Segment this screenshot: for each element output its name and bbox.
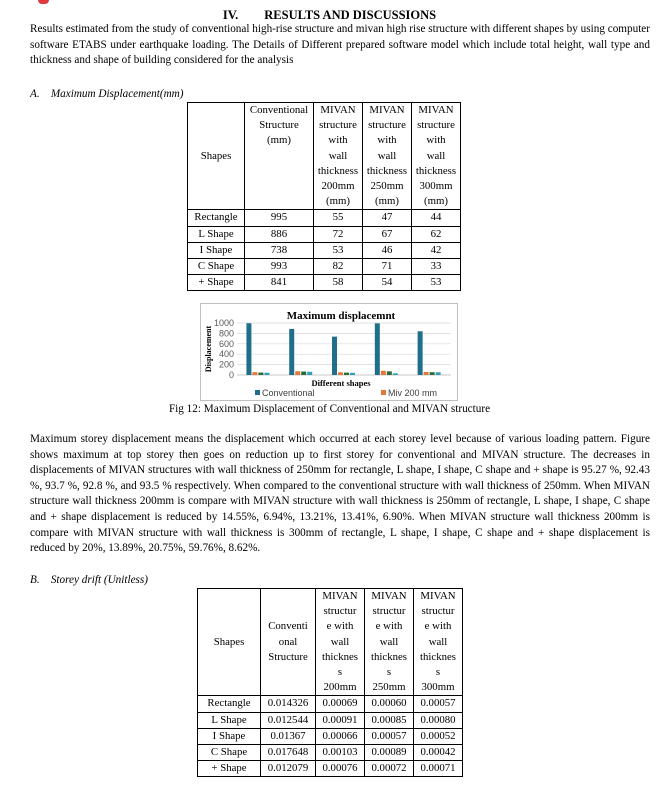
header-text-line: 250mm: [370, 180, 404, 193]
chart-y-tick-label: 200: [218, 359, 234, 370]
chart-svg: [201, 304, 457, 400]
row-value-cell: 46: [363, 242, 412, 258]
header-text-line: 200mm: [323, 681, 357, 694]
section-heading: [0, 0, 659, 22]
table-header-row: [198, 589, 463, 696]
subsection-b-title: Storey drift (Unitless): [50, 574, 148, 586]
header-text-line: wall: [328, 149, 348, 162]
header-text-line: MIVAN: [418, 104, 454, 116]
header-text-line: (mm): [326, 195, 350, 208]
header-text-line: 300mm: [419, 180, 453, 193]
header-text-line: structur: [372, 605, 406, 618]
row-value-cell: 0.00072: [365, 761, 414, 777]
chart-bar: [436, 372, 441, 375]
chart-title: Maximum displacemnt: [286, 310, 396, 322]
header-mivan-300: [412, 103, 461, 210]
chart-bar: [344, 373, 349, 375]
chart-bar: [252, 372, 257, 375]
header-text-line: thickness: [366, 164, 408, 177]
header-text-line: s: [386, 666, 392, 679]
table-row: [198, 761, 463, 777]
chart-y-tick-label: 600: [218, 338, 234, 349]
header-conventional: [245, 103, 314, 210]
header-text-line: structur: [323, 605, 357, 618]
row-value-cell: 0.00060: [365, 696, 414, 712]
chart-bar: [387, 371, 392, 375]
header-text-line: s: [435, 666, 441, 679]
subsection-a-title: Maximum Displacement(mm): [50, 88, 184, 100]
header-text-line: thicknes: [420, 650, 456, 663]
chart-legend-swatch: [255, 390, 260, 395]
section-title: RESULTS AND DISCUSSIONS: [264, 8, 437, 22]
row-value-cell: 44: [412, 210, 461, 226]
row-value-cell: 42: [412, 242, 461, 258]
subsection-b-heading: [30, 574, 148, 586]
table-row: [188, 259, 461, 275]
subsection-b-label: B.: [30, 574, 40, 586]
chart-legend-swatch: [381, 390, 386, 395]
table-row: [188, 275, 461, 291]
header-text-line: e with: [375, 620, 403, 633]
row-value-cell: 995: [245, 210, 314, 226]
row-value-cell: 0.00069: [316, 696, 365, 712]
row-value-cell: 0.012079: [261, 761, 316, 777]
chart-bar: [307, 372, 312, 375]
header-text-line: structure: [319, 119, 357, 132]
header-text-line: with: [328, 134, 348, 147]
row-shape-cell: C Shape: [198, 745, 261, 761]
table-row: [188, 210, 461, 226]
subsection-a-heading: [30, 88, 184, 100]
header-text-line: wall: [379, 635, 399, 648]
row-value-cell: 993: [245, 259, 314, 275]
header-text-line: wall: [330, 635, 350, 648]
header-text-line: (mm): [375, 195, 399, 208]
header-text-line: thicknes: [371, 650, 407, 663]
max-displacement-table: [187, 102, 461, 291]
chart-legend-label: Miv 200 mm: [388, 388, 438, 398]
chart-bar: [301, 372, 306, 375]
row-value-cell: 0.00052: [414, 728, 463, 744]
chart-bar: [424, 372, 429, 375]
row-value-cell: 0.012544: [261, 712, 316, 728]
row-value-cell: 53: [314, 242, 363, 258]
header-shapes: Shapes: [188, 103, 245, 210]
row-shape-cell: Rectangle: [188, 210, 245, 226]
table-header-row: [188, 103, 461, 210]
header-text-line: thickness: [317, 164, 359, 177]
row-shape-cell: + Shape: [188, 275, 245, 291]
table-row: [198, 745, 463, 761]
row-value-cell: 0.00091: [316, 712, 365, 728]
header-text-line: wall: [426, 149, 446, 162]
row-shape-cell: L Shape: [188, 226, 245, 242]
header-text-line: Conventi: [268, 620, 308, 633]
header-text-line: 200mm: [321, 180, 355, 193]
chart-legend-label: Conventional: [262, 388, 315, 398]
subsection-a-label: A.: [30, 88, 40, 100]
chart-bar: [289, 329, 294, 375]
chart-bar: [295, 371, 300, 375]
row-value-cell: 0.00071: [414, 761, 463, 777]
row-value-cell: 841: [245, 275, 314, 291]
row-value-cell: 53: [412, 275, 461, 291]
header-text-line: e with: [424, 620, 452, 633]
header-mivan-200: [314, 103, 363, 210]
row-value-cell: 0.01367: [261, 728, 316, 744]
intro-paragraph: Results estimated from the study of conventional high-rise structure and mivan high rise structure with different shapes by using computer software ETABS under earthquake loading. The Details of Different prepared software model which include total height, wall type and thickness and shape of building considered for the analysis: [30, 23, 650, 67]
header-shapes: Shapes: [198, 589, 261, 696]
table-row: [188, 226, 461, 242]
row-value-cell: 67: [363, 226, 412, 242]
row-value-cell: 55: [314, 210, 363, 226]
row-shape-cell: + Shape: [198, 761, 261, 777]
header-text-line: thicknes: [322, 650, 358, 663]
chart-bar: [264, 373, 269, 375]
header-text-line: (mm): [267, 134, 291, 147]
chart-bar: [332, 337, 337, 375]
header-mivan-250: [363, 103, 412, 210]
header-text-line: structur: [421, 605, 455, 618]
header-text-line: wall: [377, 149, 397, 162]
header-text-line: wall: [428, 635, 448, 648]
row-value-cell: 0.00057: [414, 696, 463, 712]
row-value-cell: 0.00066: [316, 728, 365, 744]
chart-bar: [375, 323, 380, 375]
header-text-line: with: [426, 134, 446, 147]
row-value-cell: 0.014326: [261, 696, 316, 712]
header-text-line: MIVAN: [369, 104, 405, 116]
header-text-line: MIVAN: [420, 590, 456, 602]
row-value-cell: 0.00057: [365, 728, 414, 744]
chart-bar: [338, 372, 343, 375]
row-value-cell: 0.00076: [316, 761, 365, 777]
header-text-line: structure: [368, 119, 406, 132]
storey-drift-table: [197, 588, 463, 777]
row-value-cell: 0.00103: [316, 745, 365, 761]
row-value-cell: 886: [245, 226, 314, 242]
row-shape-cell: Rectangle: [198, 696, 261, 712]
header-text-line: structure: [417, 119, 455, 132]
section-number: IV.: [222, 8, 239, 22]
row-value-cell: 47: [363, 210, 412, 226]
chart-bar: [381, 371, 386, 375]
chart-bar: [393, 373, 398, 375]
header-text-line: Conventional: [249, 104, 309, 116]
figure-caption: Fig 12: Maximum Displacement of Conventional and MIVAN structure: [168, 403, 491, 415]
header-text-line: MIVAN: [320, 104, 356, 116]
row-value-cell: 0.00042: [414, 745, 463, 761]
discussion-paragraph: Maximum storey displacement means the displacement which occurred at each storey level because of various loading pattern. Figure shows maximum at top storey then goes on reduction up to first storey for conventional and MIVAN structure. The decreases in displacements of MIVAN structures with wall thickness of 250mm for rectangle, L shape, I shape, C shape and + shape is 95.27 %, 92.43 %, 93.7 %, 92.8 %, and 93.5 % respectively. When compared to the conventional structure with wall thickness of 250mm. When MIVAN structure wall thickness 200mm is compare with MIVAN structure with wall thickness is 250mm of rectangle, L shape, I shape, C shape and + shape displacement is reduced by 14.55%, 6.94%, 13.21%, 13.41%, 6.90%. When MIVAN structure wall thickness 200mm is compare with MIVAN structure with wall thickness is 300mm of rectangle, L shape, I shape, C shape and + shape displacement is reduced by 20%, 13.89%, 20.75%, 59.76%, 8.62%.: [30, 433, 650, 555]
row-shape-cell: C Shape: [188, 259, 245, 275]
chart-y-tick-label: 800: [218, 328, 234, 339]
chart-y-tick-label: 0: [228, 370, 234, 380]
header-text-line: MIVAN: [322, 590, 358, 602]
row-value-cell: 62: [412, 226, 461, 242]
header-mivan-200: [316, 589, 365, 696]
chart-bar: [246, 323, 251, 375]
row-value-cell: 33: [412, 259, 461, 275]
header-text-line: thickness: [415, 164, 457, 177]
row-value-cell: 82: [314, 259, 363, 275]
chart-bar: [350, 373, 355, 375]
header-text-line: e with: [326, 620, 354, 633]
table-row: [188, 242, 461, 258]
header-text-line: s: [337, 666, 343, 679]
header-text-line: onal: [278, 635, 298, 648]
row-value-cell: 58: [314, 275, 363, 291]
chart-y-tick-label: 1000: [213, 318, 234, 328]
table-row: [198, 712, 463, 728]
header-mivan-250: [365, 589, 414, 696]
header-text-line: MIVAN: [371, 590, 407, 602]
chart-bar: [418, 331, 423, 375]
max-displacement-chart: [200, 303, 458, 401]
table-row: [198, 696, 463, 712]
chart-bar: [258, 373, 263, 375]
chart-y-axis-label: Displacement: [204, 325, 213, 373]
row-value-cell: 71: [363, 259, 412, 275]
row-value-cell: 0.00085: [365, 712, 414, 728]
row-shape-cell: L Shape: [198, 712, 261, 728]
row-value-cell: 0.00080: [414, 712, 463, 728]
header-text-line: Structure: [268, 650, 308, 663]
chart-x-axis-label: Different shapes: [311, 378, 371, 388]
row-shape-cell: I Shape: [188, 242, 245, 258]
chart-y-tick-label: 400: [218, 349, 234, 360]
header-text-line: 250mm: [372, 681, 406, 694]
header-text-line: Structure: [259, 119, 299, 132]
table-row: [198, 728, 463, 744]
header-mivan-300: [414, 589, 463, 696]
header-text-line: with: [377, 134, 397, 147]
row-value-cell: 738: [245, 242, 314, 258]
header-text-line: 300mm: [421, 681, 455, 694]
row-shape-cell: I Shape: [198, 728, 261, 744]
row-value-cell: 54: [363, 275, 412, 291]
row-value-cell: 0.017648: [261, 745, 316, 761]
row-value-cell: 72: [314, 226, 363, 242]
chart-bar: [430, 372, 435, 375]
row-value-cell: 0.00089: [365, 745, 414, 761]
header-conventional: [261, 589, 316, 696]
header-text-line: (mm): [424, 195, 448, 208]
